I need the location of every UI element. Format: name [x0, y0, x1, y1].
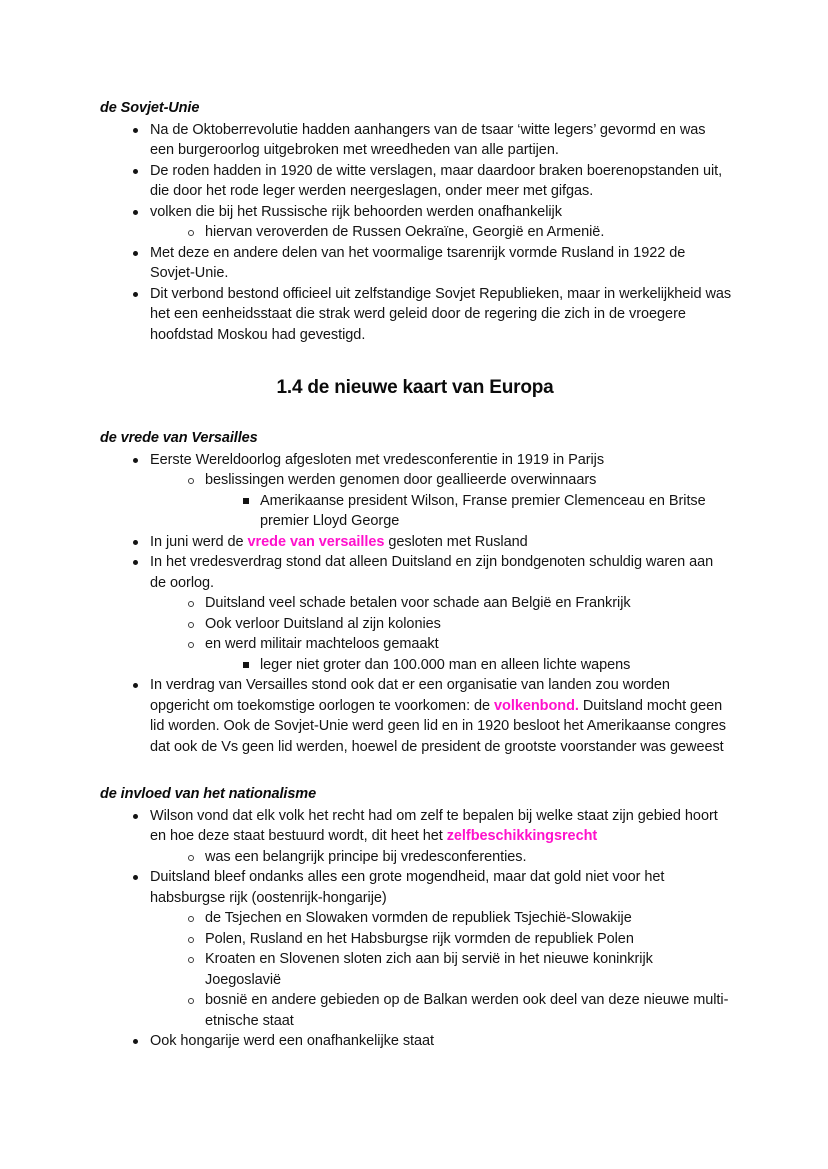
- bullet-text: hiervan veroverden de Russen Oekraïne, Georgië en Armenië.: [205, 222, 732, 243]
- bullet-sublist: [150, 908, 732, 1031]
- bullet-text: Polen, Rusland en het Habsburgse rijk vormden de republiek Polen: [205, 929, 732, 950]
- list-item: [150, 929, 732, 950]
- bullet-text: Eerste Wereldoorlog afgesloten met vredesconferentie in 1919 in Parijs: [150, 450, 732, 471]
- bullet-sublist: [150, 470, 732, 532]
- document-body: [100, 98, 732, 1052]
- list-item: [100, 161, 732, 202]
- list-item: [150, 614, 732, 635]
- list-item: [100, 867, 732, 1031]
- list-item: [205, 655, 732, 676]
- list-item: [150, 847, 732, 868]
- bullet-text: Duitsland veel schade betalen voor schade aan België en Frankrijk: [205, 593, 732, 614]
- bullet-subsublist: [205, 491, 732, 532]
- list-item: [100, 1031, 732, 1052]
- bullet-text: bosnië en andere gebieden op de Balkan werden ook deel van deze nieuwe multi-etnische staat: [205, 990, 732, 1031]
- highlighted-term: vrede van versailles: [247, 533, 385, 550]
- plain-text-run: Duitsland mocht geen lid worden. Ook de Sovjet-Unie werd geen lid en in 1920 besloot het Amerikaanse congres dat ook de Vs geen lid werden, hoewel de president de grootste voorstander was geweest: [150, 697, 726, 755]
- list-item: [100, 243, 732, 284]
- bullet-text: Ook verloor Duitsland al zijn kolonies: [205, 614, 732, 635]
- list-item: [100, 532, 732, 553]
- bullet-sublist: [150, 222, 732, 243]
- plain-text-run: gesloten met Rusland: [384, 533, 528, 550]
- list-item: [150, 908, 732, 929]
- bullet-text: Duitsland bleef ondanks alles een grote mogendheid, maar dat gold niet voor het habsburgse rijk (oostenrijk-hongarije): [150, 867, 732, 908]
- section-heading-vrede-van-versailles: de vrede van Versailles: [100, 430, 258, 446]
- bullet-text: de Tsjechen en Slowaken vormden de republiek Tsjechië-Slowakije: [205, 908, 732, 929]
- bullet-text: leger niet groter dan 100.000 man en alleen lichte wapens: [260, 655, 732, 676]
- bullet-text: Ook hongarije werd een onafhankelijke staat: [150, 1031, 732, 1052]
- bullet-text-rich: [150, 532, 732, 553]
- bullet-sublist: [150, 847, 732, 868]
- list-item: [100, 675, 732, 757]
- list-item: [100, 450, 732, 532]
- bullet-list-vrede-van-versailles: [100, 450, 732, 758]
- bullet-text: In het vredesverdrag stond dat alleen Duitsland en zijn bondgenoten schuldig waren aan de oorlog.: [150, 552, 732, 593]
- bullet-text: was een belangrijk principe bij vredesconferenties.: [205, 847, 732, 868]
- list-item: [100, 806, 732, 868]
- list-item: [150, 634, 732, 675]
- bullet-text: Dit verbond bestond officieel uit zelfstandige Sovjet Republieken, maar in werkelijkheid was het een eenheidsstaat die strak werd geleid door de regering die zich in de vroegere hoofdstad Moskou had gevestigd.: [150, 284, 732, 346]
- list-item: [100, 284, 732, 346]
- highlighted-term: zelfbeschikkingsrecht: [446, 828, 598, 844]
- list-item: [100, 552, 732, 675]
- list-item: [150, 990, 732, 1031]
- plain-text-run: In juni werd de: [150, 533, 248, 550]
- highlighted-term: volkenbond.: [494, 697, 579, 714]
- list-item: [100, 202, 732, 243]
- bullet-list-sovjet-unie: [100, 120, 732, 346]
- bullet-text: Na de Oktoberrevolutie hadden aanhangers van de tsaar ‘witte legers’ gevormd en was een burgeroorlog uitgebroken met wreedheden van alle partijen.: [150, 120, 732, 161]
- bullet-text-rich: [150, 675, 732, 757]
- bullet-text: volken die bij het Russische rijk behoorden werden onafhankelijk: [150, 202, 732, 223]
- list-item: [150, 222, 732, 243]
- bullet-text: De roden hadden in 1920 de witte verslagen, maar daardoor braken boerenopstanden uit, die door het rode leger werden neergeslagen, onder meer met gifgas.: [150, 161, 732, 202]
- section-heading-sovjet-unie: de Sovjet-Unie: [100, 100, 200, 116]
- bullet-text: Amerikaanse president Wilson, Franse premier Clemenceau en Britse premier Lloyd George: [260, 491, 732, 532]
- list-item: [205, 491, 732, 532]
- bullet-text: beslissingen werden genomen door geallieerde overwinnaars: [205, 470, 732, 491]
- bullet-subsublist: [205, 655, 732, 676]
- list-item: [150, 949, 732, 990]
- bullet-text: Kroaten en Slovenen sloten zich aan bij servië in het nieuwe koninkrijk Joegoslavië: [205, 949, 732, 990]
- bullet-text: en werd militair machteloos gemaakt: [205, 634, 732, 655]
- list-item: [100, 120, 732, 161]
- bullet-text-rich: [150, 806, 732, 847]
- bullet-text: Met deze en andere delen van het voormalige tsarenrijk vormde Rusland in 1922 de Sovjet-Unie.: [150, 243, 732, 284]
- list-item: [150, 470, 732, 532]
- plain-text-run: In verdrag van Versailles stond ook dat er een organisatie van landen zou worden opgericht om toekomstige oorlogen te voorkomen: de: [150, 677, 670, 714]
- section-heading-invloed-nationalisme: de invloed van het nationalisme: [100, 786, 317, 802]
- bullet-sublist: [150, 593, 732, 675]
- plain-text-run: Wilson vond dat elk volk het recht had om zelf te bepalen bij welke staat zijn gebied hoort en hoe deze staat bestuurd wordt, dit heet het: [150, 807, 718, 844]
- chapter-title: 1.4 de nieuwe kaart van Europa: [276, 377, 554, 398]
- list-item: [150, 593, 732, 614]
- bullet-list-invloed-nationalisme: [100, 806, 732, 1052]
